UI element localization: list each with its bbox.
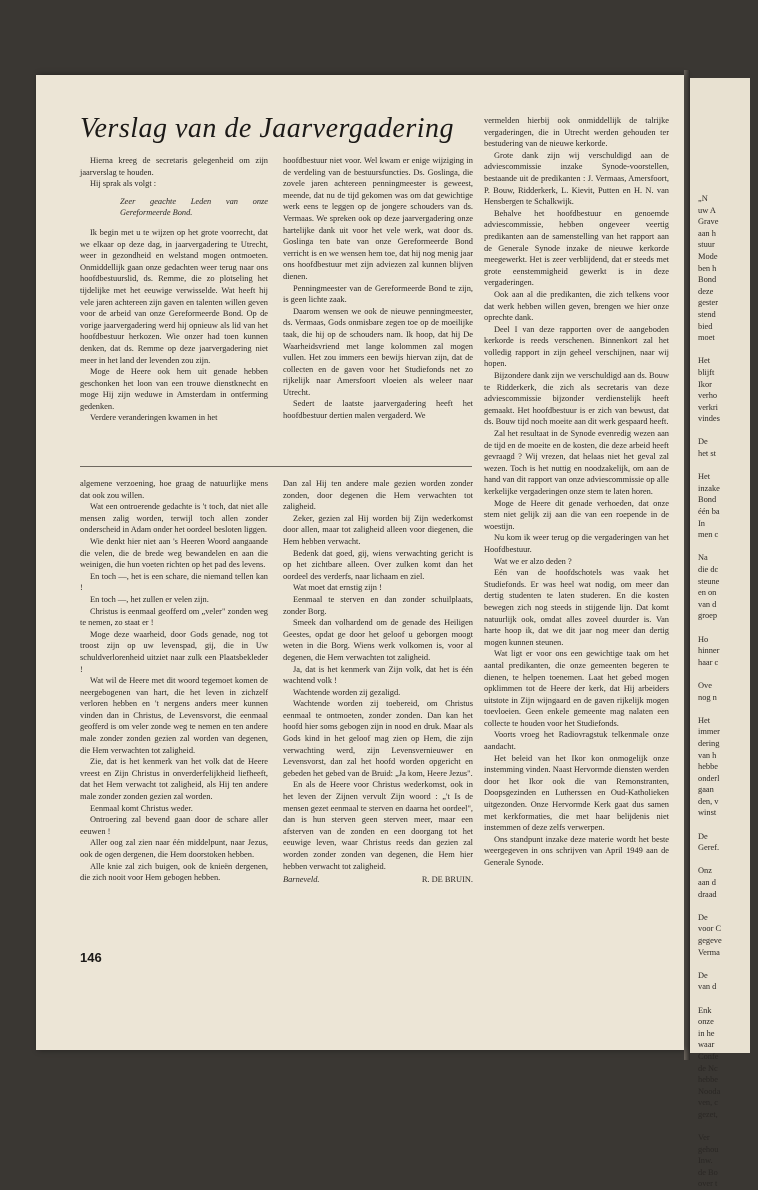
column-1-lower: [80, 478, 268, 884]
facing-page-line: winst: [698, 808, 717, 818]
facing-page-line: De: [698, 912, 708, 922]
facing-page-line: In: [698, 518, 705, 528]
paragraph: algemene verzoening, hoe graag de natuurlijke mens dat ook zou willen.: [80, 479, 268, 500]
facing-page-line: waar: [698, 1040, 715, 1050]
facing-page-line: stuur: [698, 240, 715, 250]
facing-page-line: nog n: [698, 692, 717, 702]
column-1: [80, 155, 268, 424]
facing-page-line: gester: [698, 298, 718, 308]
paragraph: Zal het resultaat in de Synode evenredig wezen aan de tijd en de moeite en de kosten, die deze arbeid heeft gevraagd ? Wij vrezen, dat helaas niet het geval zal wezen. Toch is het nuttig en noodzakelijk, om aan de hand van dit rapport van onze adviescommissie op alle kerkelijke vergaderingen onze stem te laten horen.: [484, 429, 669, 496]
facing-page-line: hebbe: [698, 762, 718, 772]
facing-page-line: in he: [698, 1028, 715, 1038]
paragraph: Bijzondere dank zijn we verschuldigd aan ds. Bouw te Ridderkerk, die zich als secretaris van deze adviescommissie bijzonder verdienstelijk heeft gemaakt. Het hoofdbestuur is er zich van bewust, dat ds. Bouw tijd noch moeite aan dit werk gespaard heeft.: [484, 371, 669, 427]
facing-page-line: [698, 958, 758, 970]
facing-page-line: die dc: [698, 565, 719, 574]
facing-page-line: Het: [698, 715, 711, 725]
facing-page-line: aan h: [698, 228, 716, 238]
facing-page-line: over t: [698, 1179, 718, 1189]
paragraph: Nu kom ik weer terug op die vergaderingen van het Hoofdbestuur.: [484, 533, 669, 554]
facing-page-line: de Bo: [698, 1167, 718, 1177]
facing-page-line: [698, 703, 758, 715]
facing-page-line: uw A: [698, 205, 716, 215]
facing-page-line: Ove: [698, 680, 712, 690]
paragraph: Deel I van deze rapporten over de aangeboden kerkorde is reeds verschenen. Binnenkort zal het volledig rapport in zijn geheel verschijnen, naar wij hopen.: [484, 324, 669, 369]
page-number: 146: [80, 950, 102, 965]
paragraph: Dan zal Hij ten andere male gezien worden zonder zonden, door degenen die Hem verwachten tot zaligheid.: [283, 479, 473, 512]
facing-page-line: [698, 344, 758, 356]
facing-page-line: [698, 425, 758, 437]
facing-page-line: [698, 819, 758, 831]
facing-page-line: onze: [698, 1017, 714, 1027]
paragraph: Aller oog zal zien naar één middelpunt, naar Jezus, ook de ogen dergenen, die Hem doorstoken hebben.: [80, 838, 268, 859]
paragraph: Zeker, gezien zal Hij worden bij Zijn wederkomst door allen, maar tot zaligheid alleen voor diegenen, die Hem hebben verwacht.: [283, 513, 473, 546]
facing-page-line: het st: [698, 449, 716, 459]
facing-page-line: en on: [698, 588, 717, 598]
paragraph: Eén van de hoofdschotels was vaak het Studiefonds. Er was heel wat nodig, om meer dan dertig studenten te laten studeren. En die kosten bewegen zich nog steeds in stijgende lijn. Dat komt natuurlijk ook, omdat alles zoveel duurder is. Van harte hoop ik, dat we dit jaar nog meer dan dertig mogen kunnen steunen.: [484, 568, 669, 647]
paragraph: Christus is eenmaal geofferd om „veler" zonden weg te nemen, zo staat er !: [80, 606, 268, 628]
paragraph: Wat we er alzo deden ?: [494, 556, 572, 566]
facing-page-line: Onz: [698, 866, 712, 876]
paragraph: Behalve het hoofdbestuur en genoemde adviescommissie, hebben ongeveer veertig predikanten aan de samenstelling van het rapport aan de Generale Synode inzake de nieuwe kerkorde meegewerkt. Het is zeer verblijdend, dat er steeds met grote eenstemmigheid gewerkt is in deze vergaderingen.: [484, 208, 669, 288]
facing-page-line: [698, 854, 758, 866]
facing-page-line: Het: [698, 356, 711, 366]
facing-page-line: Enk: [698, 1005, 712, 1015]
facing-page-line: dering: [698, 738, 720, 748]
signature-name: R. DE BRUIN.: [421, 875, 473, 885]
paragraph: Wachtende worden zij toebereid, om Christus eenmaal te ontmoeten, zonder zonden. Dan kan het hoofd hier soms gebogen zijn in nood en druk. Maar als Gods kind in het geloof mag zien op Hem, die zijn verwachting werd, zijn Levensvernieuwer en Levensvorst, dan zal het hoofd worden opgericht en gebeden het gebed van de Bruid: „Ja kom, Heere Jezus".: [283, 699, 473, 778]
paragraph: Eenmaal te sterven en dan zonder schuilplaats, zonder Borg.: [283, 594, 473, 616]
paragraph: Penningmeester van de Gereformeerde Bond te zijn, is geen lichte zaak.: [283, 283, 473, 305]
facing-page-line: De: [698, 831, 708, 841]
facing-page-line: verho: [698, 391, 718, 401]
facing-page-line: voor C: [698, 924, 722, 934]
facing-page-line: stend: [698, 309, 716, 319]
paragraph: Hierna kreeg de secretaris gelegenheid om zijn jaarverslag te houden.: [80, 156, 268, 177]
facing-page-line: Nooda: [698, 1086, 721, 1096]
column-2-lower: [283, 478, 473, 886]
paragraph: Ook aan al die predikanten, die zich telkens voor dat werk hebben willen geven, brengen we hier onze oprechte dank.: [484, 289, 669, 323]
paragraph: Bedenk dat goed, gij, wiens verwachting gericht is op het zichtbare alleen. Over zulken komt dan het oordeel des verderfs, naar lichaam en ziel.: [283, 548, 473, 581]
facing-page-line: Mode: [698, 251, 718, 261]
facing-page-line: hebbe: [698, 1075, 718, 1085]
signature-place: Barneveld.: [283, 875, 320, 885]
paragraph: hoofdbestuur niet voor. Wel kwam er enige wijziging in de verdeling van de bestuursfuncties. Ds. Goslinga, die zovele jaren achtereen penningmeester is geweest, meende, dat nu de tijd gekomen was om dat gewichtige werk eens te leggen op de jongere schouders van ds. Vermaas. We spreken ook op deze jaarvergadering onze hartelijke dank uit voor het vele werk, wat door ds. Goslinga ten bate van onze Gereformeerde Bond verricht is en we wensen hem toe, dat hij nog menig jaar ons hoofdbestuur met zijn adviezen zal kunnen blijven dienen.: [283, 156, 473, 281]
facing-page-line: gezet,: [698, 1109, 718, 1119]
paragraph: Moge de Heere dit genade verhoeden, dat onze stem niet gelijk zij aan die van een roepende in de woestijn.: [484, 498, 669, 531]
section-divider: [80, 466, 472, 467]
facing-page-line: Het: [698, 472, 711, 482]
paragraph: En toch —, het is een schare, die niemand tellen kan !: [80, 571, 268, 593]
facing-page-line: aan d: [698, 878, 716, 888]
paragraph: Ik begin met u te wijzen op het grote voorrecht, dat we elkaar op deze dag, in jaarvergadering te Utrecht, weer in gezondheid en welstand mogen ontmoeten. Onmiddellijk gaan onze gedachten weer terug naar ons hoofdbestuurslid, ds. Remme, die zo plotseling het tijdelijke met het eeuwige verwisselde. Wat heeft hij vele jaren achtereen zijn gaven en talenten willen geven voor de arbeid van onze Gereformeerde Bond. Op de vorige jaarvergadering werd hij opnieuw als lid van het hoofdbestuur herkozen. Wie onzer had toen kunnen denken, dat ds. Remme op deze jaarvergadering niet meer in het land der levenden zou zijn.: [80, 227, 268, 365]
paragraph: Moge de Heere ook hem uit genade hebben geschonken het loon van een trouwe dienstknecht en moge Hij zijn weduwe in Amsterdam in ontferming gedenken.: [80, 367, 268, 411]
facing-page-line: Confe: [698, 1051, 719, 1061]
paragraph: vermelden hierbij ook onmiddellijk de talrijke vergaderingen, die in Utrecht werden gehouden ter bestudering van de nieuwe kerkorde.: [484, 116, 669, 149]
facing-page-line: Bond: [698, 495, 717, 505]
facing-page-line: gehou: [698, 1144, 719, 1154]
facing-page-line: van d: [698, 982, 717, 992]
paragraph: En als de Heere voor Christus wederkomst, ook in het leven der Zijnen vervult Zijn woord : „'t Is de mensen gezet eenmaal te sterven en daarna het oordeel", dan is hun sterven geen sterven meer, maar een afsterven van de zonden en een doorgang tot het eeuwige leven, waar Christus reeds dan gezien zal worden zonder zonden van degenen, die Hem hier hebben verwacht tot zaligheid.: [283, 780, 473, 871]
paragraph: Eenmaal komt Christus weder.: [90, 803, 193, 813]
facing-page-line: de Nc: [698, 1063, 718, 1073]
facing-page-line: „N: [698, 194, 708, 203]
facing-page-line: deze: [698, 286, 714, 296]
facing-page-line: groep: [698, 611, 718, 621]
facing-page-line: onderl: [698, 773, 720, 783]
facing-page-line: Na: [698, 553, 708, 563]
facing-page: [690, 78, 750, 1189]
facing-page-line: Ver: [698, 1133, 710, 1143]
paragraph: En toch —, het zullen er velen zijn.: [90, 594, 209, 604]
facing-page-line: van d: [698, 599, 717, 609]
facing-page-line: De: [698, 970, 708, 980]
facing-page-line: inzake: [698, 483, 720, 493]
paragraph: Grote dank zijn wij verschuldigd aan de adviescommissie inzake Synode-voorstellen, bestaande uit de predikanten : J. Vermaas, Amersfoort, P. Bouw, Ridderkerk, L. Kievit, Putten en H. N. van Hensbergen te Schalkwijk.: [484, 150, 669, 207]
facing-page-line: gegeve: [698, 936, 722, 945]
facing-page-line: [698, 1121, 758, 1133]
facing-page-line: [698, 668, 758, 680]
facing-page-line: haar c: [698, 657, 719, 667]
facing-page-line: steune: [698, 576, 720, 586]
facing-page-line: vindes: [698, 414, 720, 424]
paragraph: Wat moet dat ernstig zijn !: [293, 583, 382, 593]
paragraph: Het beleid van het Ikor kon onmogelijk onze instemming vinden. Naast Hervormde diensten werden door het Ikor ook die van Remonstranten, Doopsgezinden en Lutherssen en Oud-Katholieken uitgezonden. Onze Hervormde Kerk gaat dus samen met kerkformaties, die met haar belijdenis niet instemmen of deze zelfs verwerpen.: [484, 753, 669, 833]
facing-page-line: [698, 993, 758, 1005]
facing-page-line: men c: [698, 530, 719, 540]
column-3: [484, 115, 669, 869]
facing-page-line: [698, 900, 758, 912]
signature: [283, 874, 473, 886]
paragraph: Zie, dat is het kenmerk van het volk dat de Heere vreest en Zijn Christus in onverderfelijkheid liefheeft, dat het Hem verwacht tot zaligheid, als Hij ten andere male zonder zonden gezien zal worden.: [80, 757, 268, 802]
article-title: Verslag van de Jaarvergadering: [80, 113, 454, 144]
facing-page-line: bied: [698, 321, 713, 331]
facing-page-line: Bond: [698, 275, 717, 285]
paragraph: Verdere veranderingen kwamen in het: [90, 413, 218, 423]
facing-page-line: [698, 460, 758, 472]
facing-page-line: [698, 622, 758, 634]
facing-page-line: blijft: [698, 367, 715, 377]
paragraph: Ons standpunt inzake deze materie wordt het beste weergegeven in ons schrijven van April 1949 aan de Generale Synode.: [484, 834, 669, 867]
facing-page-line: De: [698, 437, 708, 447]
facing-page-line: moet: [698, 333, 715, 343]
facing-page-line: ven, c: [698, 1098, 718, 1108]
paragraph: Wie denkt hier niet aan 's Heeren Woord aangaande die velen, die de brede weg bewandelen en aan die weinigen, die hun voeten richten op het pad des levens.: [80, 536, 268, 570]
facing-page-line: immer: [698, 727, 720, 737]
paragraph: Smeek dan volhardend om de genade des Heiligen Geestes, opdat ge door het geloof u geborgen moogt weten in die Borg. Wiens werk volkomen is, voor al degenen, die Hem verwachten tot zaligheid.: [283, 618, 473, 662]
paragraph: Alle knie zal zich buigen, ook de knieën dergenen, die zich nooit voor Hem gebogen hebben.: [80, 861, 268, 883]
salutation: Zeer geachte Leden van onze Gereformeerde Bond.: [120, 196, 268, 218]
facing-page-line: Inw.: [698, 1156, 713, 1166]
facing-page-line: één ba: [698, 507, 720, 517]
paragraph: Wat wil de Heere met dit woord tegemoet komen de neergebogenen van hart, die het leven in zichzelf verloren hebben en 't nergens anders meer kunnen vinden dan in Christus, de Levensvorst, die eenmaal geofferd is om veler zonde weg te nemen en ten andere male zonder zonden gezien zal worden van degenen, die Hem verwachten tot zaligheid.: [80, 676, 268, 755]
facing-page-line: ben h: [698, 263, 717, 273]
paragraph: Voorts vroeg het Radiovragstuk telkenmale onze aandacht.: [484, 730, 669, 752]
facing-page-line: Ho: [698, 634, 709, 644]
facing-page-line: den, v: [698, 796, 719, 806]
paragraph: Hij sprak als volgt :: [90, 179, 157, 189]
facing-page-line: Ikor: [698, 379, 712, 389]
paragraph: Sedert de laatste jaarvergadering heeft het hoofdbestuur dertien malen vergaderd. We: [283, 399, 473, 421]
paragraph: Daarom wensen we ook de nieuwe penningmeester, ds. Vermaas, Gods onmisbare zegen toe op de moeilijke taak, die hij op de schouders nam. Ik hoop, dat hij De Waarheidsvriend met lange kolommen zal mogen vullen. Het zou immers een bewijs hiervan zijn, dat de collecten en de gaven voor het Studiefonds net zo rijkelijk naar Amersfoort vloeien als weleer naar Utrecht.: [283, 306, 473, 397]
facing-page-line: Geref.: [698, 843, 720, 853]
facing-page-line: verkri: [698, 402, 718, 412]
facing-page-line: hinner: [698, 646, 720, 656]
paragraph: Ja, dat is het kenmerk van Zijn volk, dat het is één wachtend volk !: [283, 664, 473, 686]
column-2: [283, 155, 473, 422]
paragraph: Moge deze waarheid, door Gods genade, nog tot troost zijn op uw levenspad, gij, die in Uw schuldverlorenheid uitziet naar zulk een Plaatsbekleder !: [80, 629, 268, 674]
facing-page-text: [698, 193, 758, 1190]
facing-page-line: [698, 541, 758, 553]
facing-page-line: Verma: [698, 947, 720, 957]
paragraph: Wat een ontroerende gedachte is 't toch, dat niet alle mensen zalig worden, terwijl toch allen zonder onderscheid in Adam onder het oordeel besloten liggen.: [80, 502, 268, 535]
facing-page-line: gaan: [698, 785, 714, 795]
paragraph: Wachtende worden zij gezaligd.: [293, 687, 401, 697]
paragraph: Ontroering zal bevend gaan door de schare aller eeuwen !: [80, 815, 268, 836]
paragraph: Wat ligt er voor ons een gewichtige taak om het aantal predikanten, die onze gemeenten begeren te dienen, te helpen toenemen. Laat het gebed mogen opklimmen tot de Heere der kerk, dat Hij arbeiders uitstote in Zijn wijngaard en de gaven rijkelijk mogen toevloeien. Geen enkele gemeente mag nalaten een collecte te houden voor het Studiefonds.: [484, 649, 669, 728]
facing-page-line: Grave: [698, 217, 719, 227]
facing-page-line: draad: [698, 889, 717, 899]
facing-page-line: van h: [698, 750, 717, 760]
